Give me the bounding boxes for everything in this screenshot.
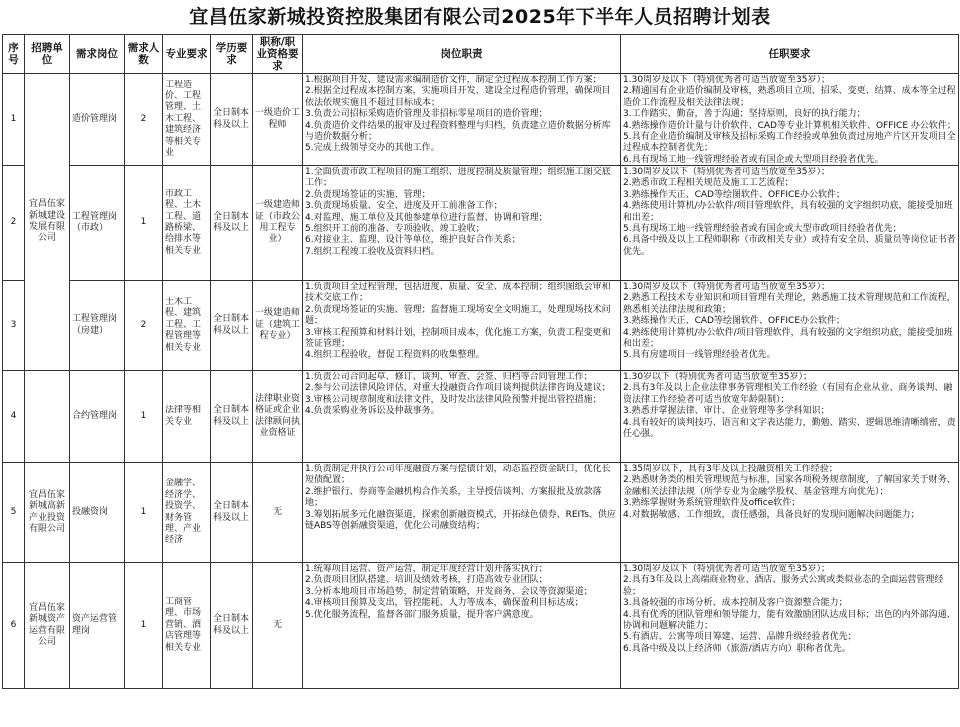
row-no: 5 xyxy=(3,463,25,563)
recruitment-table xyxy=(2,34,959,689)
recruiting-unit: 宜昌伍家新城资产运营有限公司 xyxy=(25,563,70,689)
row-major xyxy=(163,281,211,371)
header-edu: 学历要求 xyxy=(211,35,253,74)
header-count: 需求人数 xyxy=(125,35,163,74)
row-major-text: 工程造价、工程管理、土木工程、建筑经济等相关专业 xyxy=(165,79,202,159)
row-edu: 全日制本科及以上 xyxy=(211,463,253,563)
row-cert: 无 xyxy=(253,563,303,689)
row-major-text: 金融学、经济学、投资学、财务管理、产业经济 xyxy=(165,478,202,546)
row-duty xyxy=(303,371,621,463)
table-row xyxy=(3,166,959,281)
table-row xyxy=(3,563,959,689)
row-major xyxy=(163,74,211,166)
row-major xyxy=(163,166,211,281)
recruiting-unit: 宜昌伍家新城高新产业投资有限公司 xyxy=(25,463,70,563)
row-edu: 全日制本科及以上 xyxy=(211,371,253,463)
row-no: 3 xyxy=(3,281,25,371)
row-major xyxy=(163,563,211,689)
header-cert: 职称/职业资格要求 xyxy=(253,35,303,74)
row-post: 工程管理岗（市政） xyxy=(70,166,125,281)
page-title: 宜昌伍家新城投资控股集团有限公司2025年下半年人员招聘计划表 xyxy=(189,6,771,28)
row-post: 资产运营管理岗 xyxy=(70,563,125,689)
row-req-text: 1.30周岁及以下（特别优秀者可适当放宽至35岁）； 2.精通国有企业造价编制及审核，熟悉项目立项、招采、变更、结算、成本等全过程造价工作流程及相关法律法规； 3.工作踏实、勤奋，善于沟通；坚持原则，良好的执行能力； 4.熟练操作造价计量与计价软件、CAD等专业计算机相关软件、OFFICE 办公软件； 5.具有企业造价编制及审核及招标采购工作经验或单独负责过房地产片区开发项目全过程成本控制者优先； 6.具有现场工地一线管理经验者或有国企或大型项目经验者优先。 xyxy=(623,75,956,164)
row-duty-text: 1.负责项目全过程管理，包括进度、质量、安全、成本控制；组织图纸会审和技术交底工作； 2.负责现场签证的实施、管理；监督施工现场安全文明施工，处理现场技术问题； 3.审核工程预算和材料计划，控制项目成本，优化施工方案，负责工程变更和签证管理； 4.组织工程验收，督促工程资料的收集整理。 xyxy=(305,282,611,361)
row-no: 1 xyxy=(3,74,25,166)
row-duty-text: 1.统筹项目运营、资产运营，制定年度经营计划并落实执行； 2.负责项目团队搭建、培训及绩效考核，打造高效专业团队； 3.分析本地项目市场趋势，制定营销策略，开发商务、会议等资源渠道； 4.审核项目预算及支出，管控能耗、人力等成本，确保盈利目标达成； 5.优化服务流程，监督各部门服务质量，提升客户满意度。 xyxy=(305,564,593,620)
row-duty-text: 1.根据项目开发、建设需求编制造价文件，制定全过程成本控制工作方案； 2.根据全过程成本控制方案，实施项目开发、建设全过程造价管理，确保项目依法依规实施且不超过目标成本； 3.负责公司招标采购造价管理及非招标零星项目的造价管理； 4.负责造价文件结果的报审及过程资料整理与归档，负责建立造价数据分析库与造价数据分析； 5.完成上级领导交办的其他工作。 xyxy=(305,75,611,154)
row-req xyxy=(621,463,959,563)
recruiting-unit: 宜昌伍家新城建设发展有限公司 xyxy=(25,74,70,371)
row-count: 1 xyxy=(125,371,163,463)
row-edu: 全日制本科及以上 xyxy=(211,74,253,166)
row-duty xyxy=(303,281,621,371)
row-count: 1 xyxy=(125,463,163,563)
row-count: 1 xyxy=(125,563,163,689)
row-count: 2 xyxy=(125,281,163,371)
row-major-text: 工商管理、市场营销、酒店管理等相关专业 xyxy=(165,596,202,653)
row-req-text: 1.30周岁及以下（特别优秀者可适当放宽至35岁）； 2.具有3年及以上高端商业物业、酒店、服务式公寓或类似业态的全面运营管理经验； 3.具备较强的市场分析、成本控制及客户资源整合能力； 4.具有优秀的团队管理和领导能力，能有效激励团队达成目标；出色的内外部沟通、协调和问题解决能力； 5.有酒店、公寓等项目筹建、运营、品牌升级经验者优先； 6.具备中级及以上经济师（旅游/酒店方向）职称者优先。 xyxy=(623,564,956,654)
header-duty: 岗位职责 xyxy=(303,35,621,74)
row-cert: 法律职业资格证或企业法律顾问执业资格证 xyxy=(253,371,303,463)
table-row xyxy=(3,371,959,463)
row-req-text: 1.35周岁以下，具有3年及以上投融资相关工作经验； 2.熟悉财务类的相关管理规范与标准，国家各项税务规章制度，了解国家关于财务、金融相关法律法规（所学专业为金融学股权、基金管理方向优先）； 3.熟练掌握财务系统管理软件及office软件； 4.对数据敏感、工作细致，责任感强，具备良好的发现问题解决问题能力； xyxy=(623,464,956,520)
row-major xyxy=(163,463,211,563)
row-req-text: 1.30周岁及以下（特别优秀者可适当放宽至35岁）； 2.熟悉市政工程相关规范及施工工艺流程； 3.熟练操作天正、CAD等绘图软件、OFFICE办公软件； 4.熟练使用计算机/办公软件/项目管理软件，具有较强的文字组织功底，能接受加班和出差； 5.具有现场工地一线管理经验者或有国企或大型市政项目经验者优先； 6.具备中级及以上工程师职称（市政相关专业）或持有安全员、质量员等岗位证书者优先。 xyxy=(623,167,956,257)
row-duty-text: 1.负责公司合同起草、修订、谈判、审查、会签、归档等合同管理工作； 2.参与公司法律风险评估，对重大投融资合作项目谈判提供法律咨询及建议； 3.审核公司规章制度和法律文件，及时发出法律风险预警并提出管控措施； 4.负责采购业务诉讼及仲裁事务。 xyxy=(305,372,611,417)
row-major xyxy=(163,371,211,463)
row-post: 投融资岗 xyxy=(70,463,125,563)
header-no: 序号 xyxy=(3,35,25,74)
row-req xyxy=(621,563,959,689)
table-row xyxy=(3,463,959,563)
row-post: 造价管理岗 xyxy=(70,74,125,166)
row-major-text: 市政工程、土木工程、道路桥梁、给排水等相关专业 xyxy=(165,188,202,256)
row-cert: 无 xyxy=(253,463,303,563)
row-req xyxy=(621,166,959,281)
table-row xyxy=(3,74,959,166)
row-count: 1 xyxy=(125,166,163,281)
row-req-text: 1.30岁以下（特别优秀者可适当放宽至35岁）； 2.具有3年及以上企业法律事务管理相关工作经验（有国有企业从业、商务谈判、融资法律工作经验者可适当放宽年龄限制）； 3.熟悉并掌握法律、审计、企业管理等多学科知识； 4.具有较好的谈判技巧、语言和文字表达能力，勤勉、踏实、逻辑思维清晰缜密，责任心强。 xyxy=(623,372,956,440)
row-no: 2 xyxy=(3,166,25,281)
row-req-text: 1.30周岁及以下（特别优秀者可适当放宽至35岁）； 2.熟悉工程技术专业知识和项目管理有关理论，熟悉施工技术管理规范和工作流程，熟悉相关法律法规和政策； 3.熟练操作天正、CAD等绘图软件、OFFICE办公软件； 4.熟练使用计算机/办公软件/项目管理软件，具有较强的文字组织功底，能接受加班和出差； 5.具有房建项目一线管理经验者优先。 xyxy=(623,282,956,361)
table-header-row xyxy=(3,35,959,74)
row-edu: 全日制本科及以上 xyxy=(211,281,253,371)
row-duty-text: 1.负责制定并执行公司年度融资方案与偿债计划，动态监控资金缺口，优化长短债配置； 2.维护银行、券商等金融机构合作关系，主导授信谈判、方案报批及放款落地； 3.筹划拓展多元化融资渠道，探索创新融资模式，开拓绿色债券、REITs、供应链ABS等创新融资渠道，优化公司融资结构； xyxy=(305,464,616,532)
row-major-text: 法律等相关专业 xyxy=(165,405,202,427)
row-major-text: 土木工程、建筑工程、工程管理等相关专业 xyxy=(165,296,202,353)
row-duty xyxy=(303,463,621,563)
row-cert: 一级建造师证（市政公用工程专业） xyxy=(253,166,303,281)
row-edu: 全日制本科及以上 xyxy=(211,166,253,281)
header-major: 专业要求 xyxy=(163,35,211,74)
header-unit: 招聘单位 xyxy=(25,35,70,74)
row-duty-text: 1.全面负责市政工程项目的施工组织、进度控制及质量管理；组织施工图交底工作； 2.负责现场签证的实施、管理； 3.负责现场质量、安全、进度及开工前准备工作； 4.对监理、施工单位及其他参建单位进行监督、协调和管理； 5.组织开工前的准备、专项验收、竣工验收； 6.对接业主、监理、设计等单位，维护良好合作关系； 7.组织工程竣工验收及资料归档。 xyxy=(305,167,611,257)
header-post: 需求岗位 xyxy=(70,35,125,74)
row-req xyxy=(621,74,959,166)
row-duty xyxy=(303,166,621,281)
header-req: 任职要求 xyxy=(621,35,959,74)
row-cert: 一级建造师证（建筑工程专业） xyxy=(253,281,303,371)
row-req xyxy=(621,281,959,371)
row-count: 2 xyxy=(125,74,163,166)
row-edu: 全日制本科及以上 xyxy=(211,563,253,689)
row-post: 合约管理岗 xyxy=(70,371,125,463)
table-row xyxy=(3,281,959,371)
row-post: 工程管理岗（房建） xyxy=(70,281,125,371)
row-no: 4 xyxy=(3,371,25,463)
row-cert: 一级造价工程师 xyxy=(253,74,303,166)
row-req xyxy=(621,371,959,463)
row-duty xyxy=(303,74,621,166)
recruiting-unit-blank xyxy=(25,371,70,463)
row-no: 6 xyxy=(3,563,25,689)
row-duty xyxy=(303,563,621,689)
